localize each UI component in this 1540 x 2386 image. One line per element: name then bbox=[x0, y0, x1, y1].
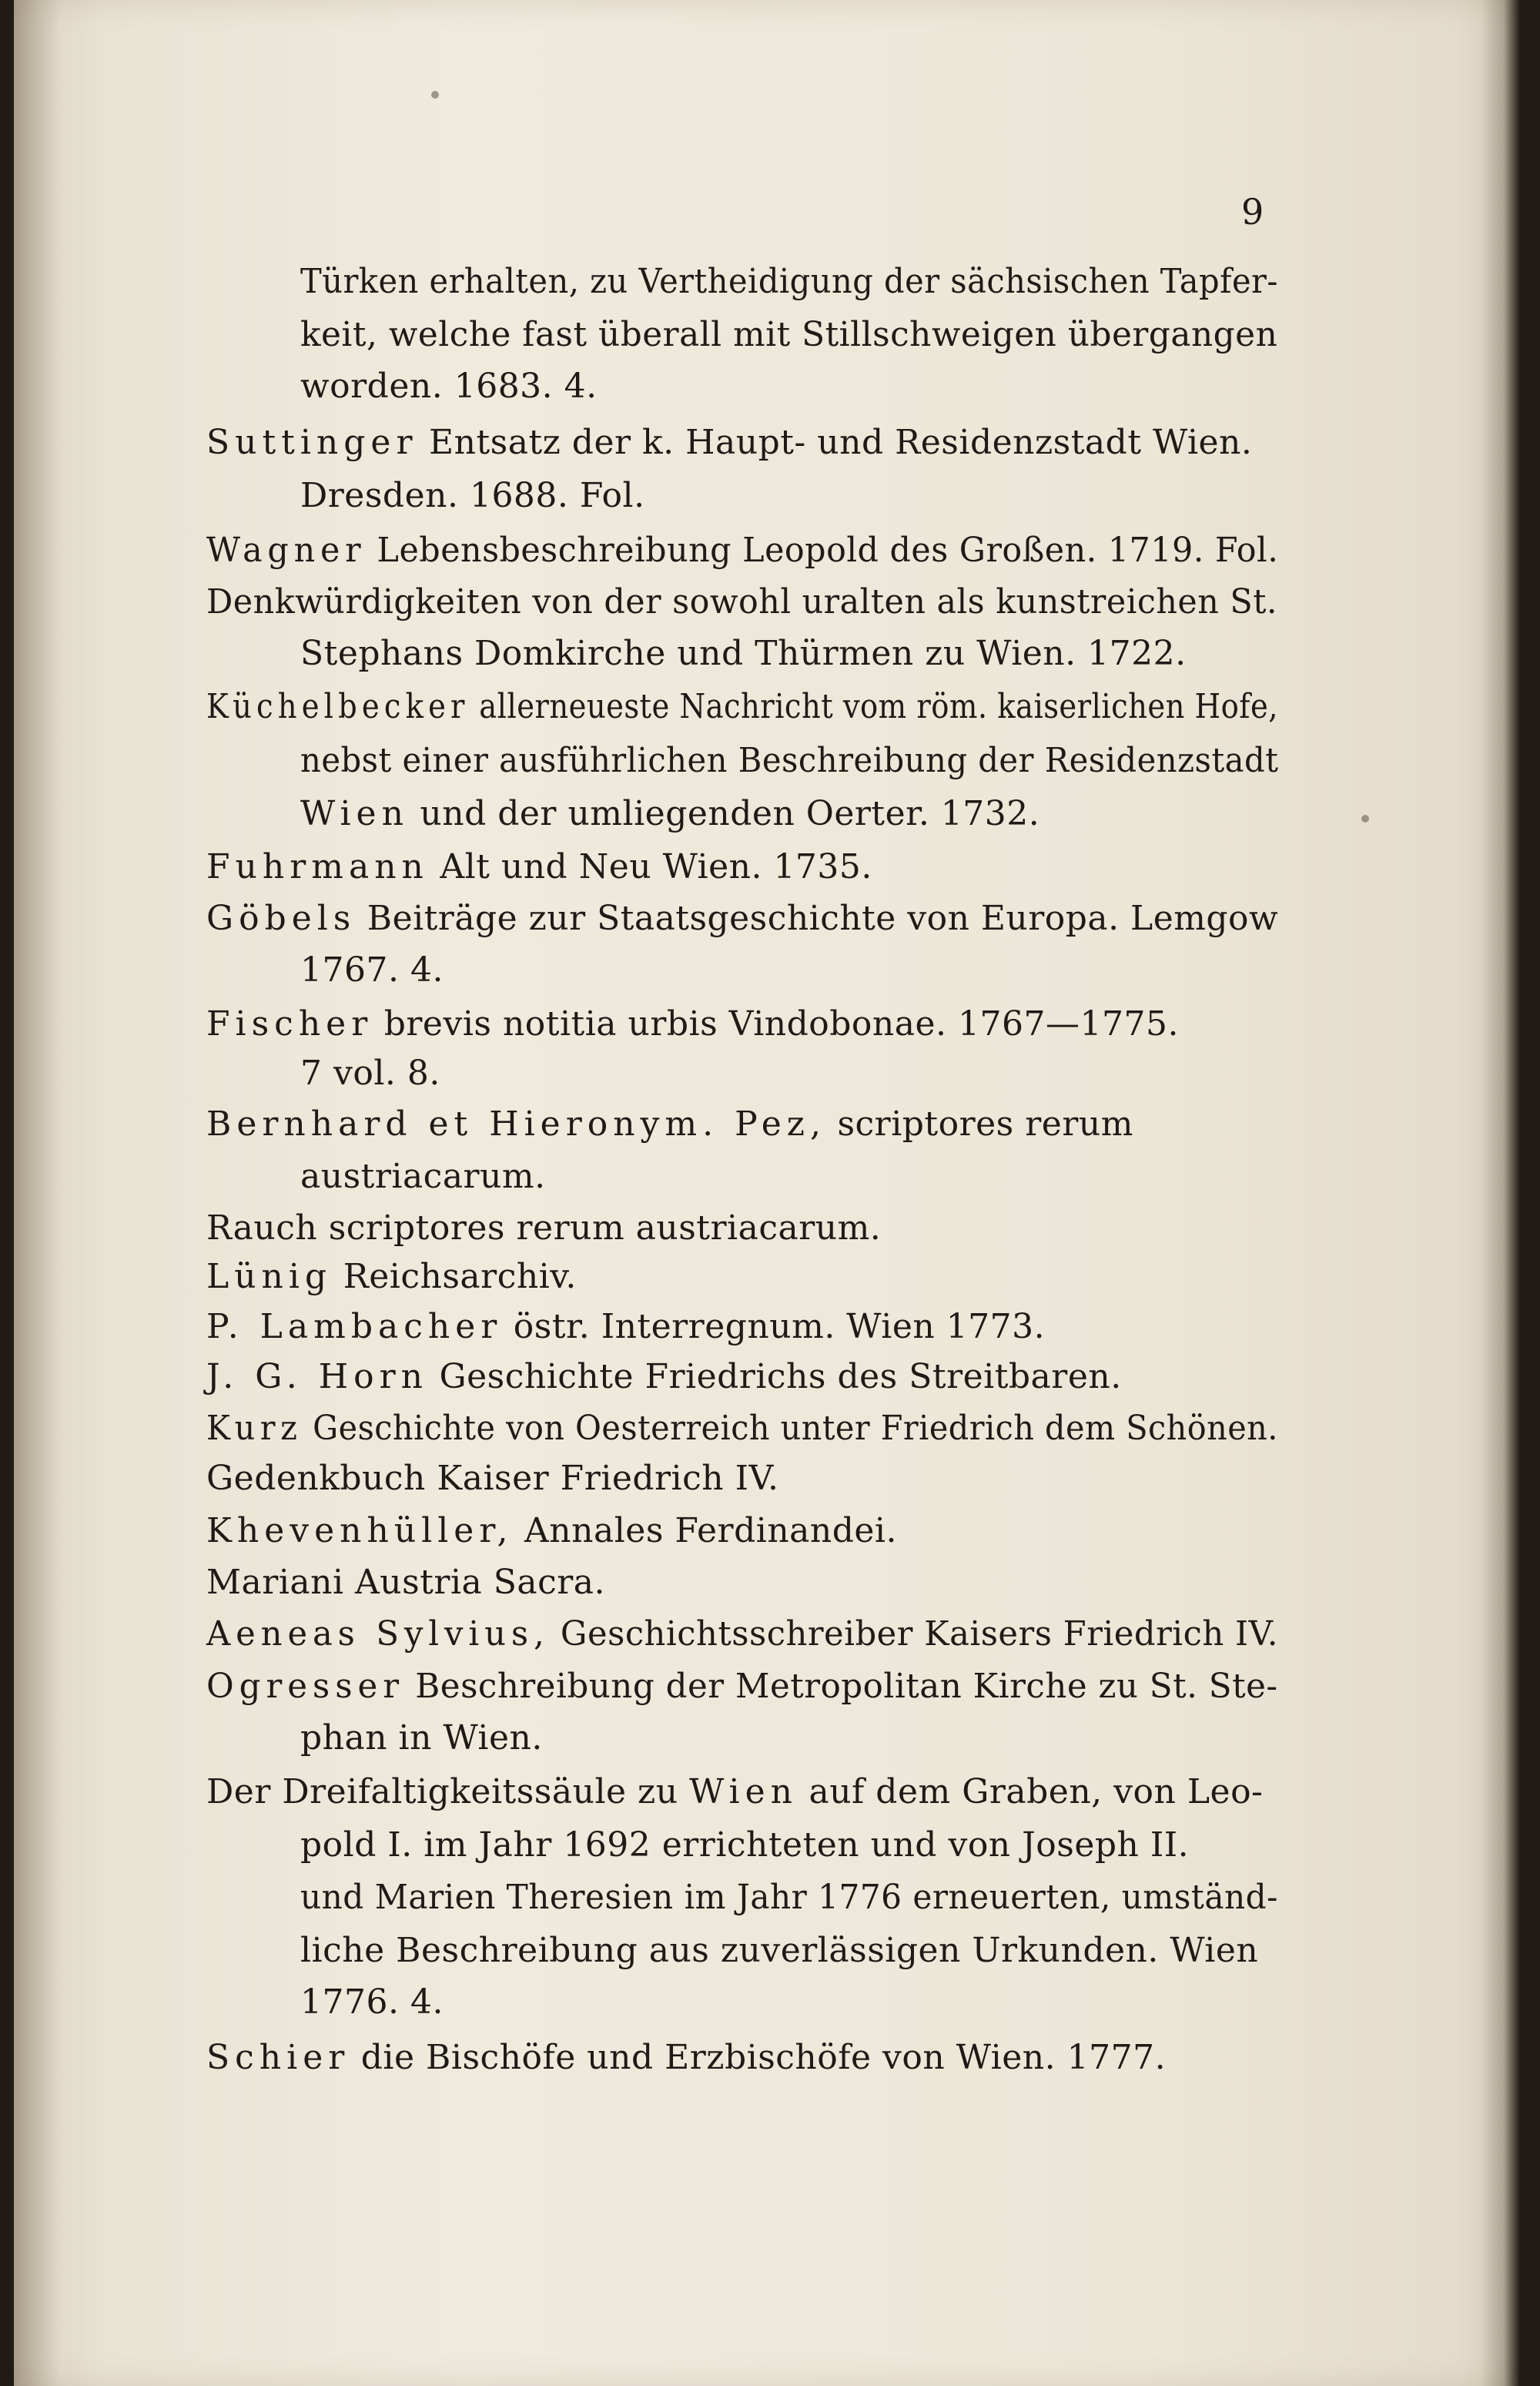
entry-text: die Bischöfe und Erzbischöfe von Wien. 1777. bbox=[350, 2038, 1167, 2077]
entry-line bbox=[206, 896, 1278, 942]
entry-text: allerneueste Nachricht vom röm. kaiserlichen Hofe, bbox=[469, 687, 1278, 726]
author-name: Fuhrmann bbox=[206, 847, 429, 886]
author-name: Schier bbox=[206, 2038, 350, 2077]
entry-text: scriptores rerum bbox=[825, 1104, 1133, 1144]
author-name: Rauch bbox=[206, 1208, 318, 1248]
entry-text: östr. Interregnum. Wien 1773. bbox=[502, 1307, 1046, 1346]
entry-text: Geschichtsschreiber Kaisers Friedrich IV. bbox=[549, 1614, 1279, 1654]
entry-text: Austria Sacra. bbox=[343, 1563, 606, 1602]
author-name: Fischer bbox=[206, 1004, 373, 1044]
entry-text: Der Dreifaltigkeitssäule zu bbox=[206, 1772, 690, 1811]
entry-text: scriptores rerum austriacarum. bbox=[317, 1208, 882, 1248]
entry-line: 1767. 4. bbox=[300, 950, 444, 990]
entry-line: nebst einer ausführlichen Beschreibung der Residenzstadt bbox=[300, 741, 1279, 780]
entry-line bbox=[206, 1354, 1122, 1400]
author-name: Lünig bbox=[206, 1257, 333, 1296]
entry-line: pold I. im Jahr 1692 errichteten und von Joseph II. bbox=[300, 1825, 1190, 1865]
entry-text: Geschichte Friedrichs des Streitbaren. bbox=[427, 1357, 1122, 1396]
entry-line bbox=[206, 1101, 1133, 1148]
entry-line bbox=[300, 791, 1040, 837]
entry-text: Geschichte von Oesterreich unter Friedrich dem Schönen. bbox=[302, 1409, 1278, 1448]
author-name: Göbels bbox=[206, 899, 357, 938]
author-name: Mariani bbox=[206, 1563, 344, 1602]
author-name: Suttinger bbox=[206, 423, 418, 462]
entry-line: austriacarum. bbox=[300, 1157, 546, 1196]
author-name: P. Lambacher bbox=[206, 1307, 503, 1346]
author-name: Kurz bbox=[206, 1409, 303, 1448]
entry-line: Stephans Domkirche und Thürmen zu Wien. 1722. bbox=[300, 634, 1187, 673]
entry-line: 7 vol. 8. bbox=[300, 1054, 440, 1093]
entry-line: Gedenkbuch Kaiser Friedrich IV. bbox=[206, 1459, 779, 1498]
author-name: Bernhard et Hieronym. Pez, bbox=[206, 1104, 826, 1144]
entry-text: brevis notitia urbis Vindobonae. 1767—1775. bbox=[373, 1004, 1179, 1044]
entry-text: und der umliegenden Oerter. 1732. bbox=[408, 794, 1040, 833]
author-name: Ogresser bbox=[206, 1667, 404, 1706]
entry-line: 1776. 4. bbox=[300, 1982, 444, 2022]
entry-line: und Marien Theresien im Jahr 1776 erneuerten, umständ- bbox=[300, 1878, 1278, 1917]
author-name: Aeneas Sylvius, bbox=[206, 1614, 550, 1654]
entry-line bbox=[206, 1664, 1278, 1710]
entry-line: Denkwürdigkeiten von der sowohl uralten als kunstreichen St. bbox=[206, 582, 1277, 622]
entry-line bbox=[206, 844, 872, 890]
entry-line bbox=[206, 420, 1252, 466]
entry-line bbox=[206, 1406, 1278, 1452]
entry-text: Reichsarchiv. bbox=[332, 1257, 577, 1296]
entry-line bbox=[206, 1508, 897, 1554]
entry-text: Beiträge zur Staatsgeschichte von Europa. Lemgow bbox=[356, 899, 1279, 938]
entry-text: Beschreibung der Metropolitan Kirche zu St. Ste- bbox=[403, 1667, 1278, 1706]
place-name: Wien bbox=[300, 794, 409, 833]
entry-line: Türken erhalten, zu Vertheidigung der sächsischen Tapfer- bbox=[300, 262, 1278, 301]
entry-line: phan in Wien. bbox=[300, 1718, 543, 1758]
author-name: Küchelbecker bbox=[206, 687, 470, 726]
entry-line bbox=[206, 1254, 577, 1300]
entry-line bbox=[206, 1304, 1045, 1350]
entry-line bbox=[206, 1560, 605, 1606]
entry-line bbox=[206, 684, 1278, 730]
entry-line bbox=[206, 1611, 1278, 1657]
entry-line: worden. 1683. 4. bbox=[300, 367, 598, 406]
entry-text: Annales Ferdinandei. bbox=[513, 1511, 897, 1550]
entry-line: liche Beschreibung aus zuverlässigen Urkunden. Wien bbox=[300, 1931, 1259, 1970]
author-name: Wagner bbox=[206, 531, 367, 570]
entry-line bbox=[206, 2035, 1166, 2081]
entry-text: Lebensbeschreibung Leopold des Großen. 1719. Fol. bbox=[366, 531, 1279, 570]
entry-line bbox=[206, 528, 1278, 574]
entry-line: keit, welche fast überall mit Stillschweigen übergangen bbox=[300, 315, 1278, 354]
author-name: J. G. Horn bbox=[206, 1357, 428, 1396]
place-name: Wien bbox=[689, 1772, 798, 1811]
entry-text: auf dem Graben, von Leo- bbox=[797, 1772, 1264, 1811]
entry-text: Entsatz der k. Haupt- und Residenzstadt Wien. bbox=[417, 423, 1253, 462]
entry-line: Dresden. 1688. Fol. bbox=[300, 476, 645, 515]
entry-text: Alt und Neu Wien. 1735. bbox=[428, 847, 872, 886]
page-number: 9 bbox=[1241, 191, 1264, 233]
entry-line bbox=[206, 1001, 1179, 1047]
entry-line bbox=[206, 1205, 881, 1252]
entry-line bbox=[206, 1769, 1263, 1815]
author-name: Khevenhüller, bbox=[206, 1511, 514, 1550]
